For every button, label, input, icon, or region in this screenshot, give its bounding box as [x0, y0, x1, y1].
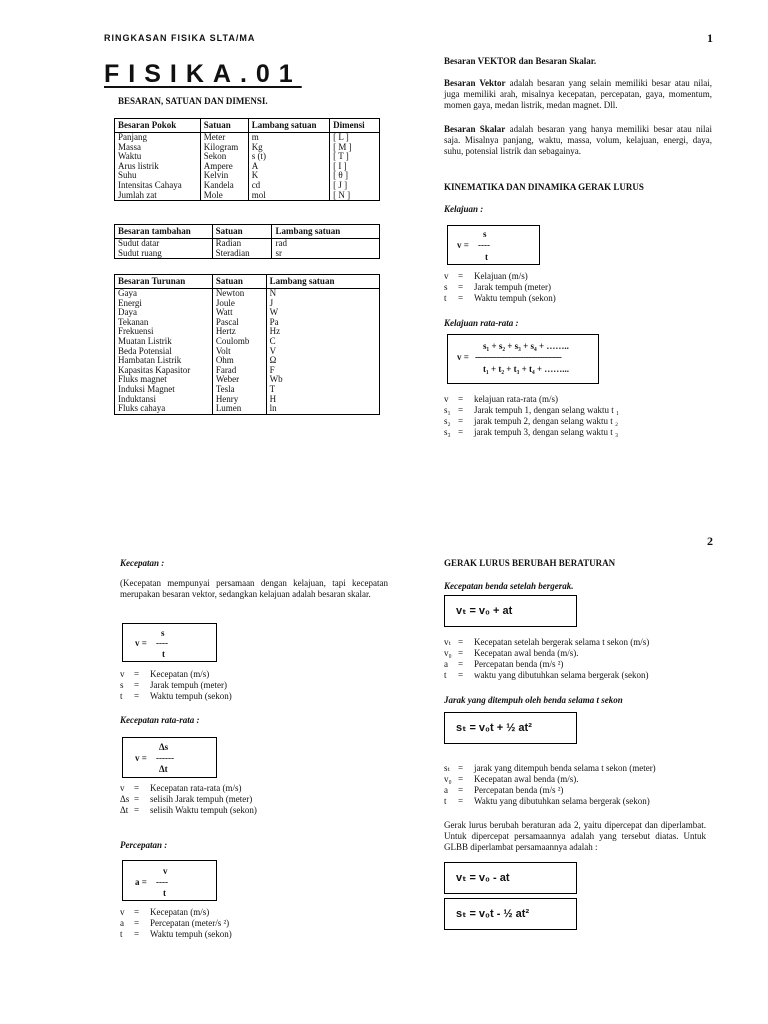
table-cell: [ I ]	[330, 162, 380, 172]
legend-symbol: t	[444, 670, 447, 680]
legend-description: Percepatan benda (m/s ²)	[474, 659, 564, 669]
legend-symbol: a	[120, 918, 124, 928]
table-cell: [ M ]	[330, 143, 380, 153]
table-cell: Joule	[212, 299, 266, 309]
table-cell: Kg	[248, 143, 329, 153]
table-cell: Intensitas Cahaya	[115, 181, 201, 191]
table-cell: [ J ]	[330, 181, 380, 191]
legend-row	[444, 670, 649, 681]
table-cell: [ N ]	[330, 191, 380, 201]
legend-description: Jarak tempuh 1, dengan selang waktu t ₁	[474, 405, 620, 415]
kelajuan-rata-formula-box	[447, 334, 599, 384]
formula-box-st-minus	[444, 898, 577, 930]
table-cell: m	[248, 133, 329, 143]
column-header: Lambang satuan	[266, 275, 379, 289]
table-cell: Kandela	[200, 181, 248, 191]
legend-row	[120, 794, 257, 805]
legend-symbol: s₃	[444, 427, 451, 437]
legend-row	[120, 805, 257, 816]
table-cell: Hertz	[212, 327, 266, 337]
table-cell: H	[266, 395, 379, 405]
legend-description: Waktu tempuh (sekon)	[474, 293, 556, 303]
legend-symbol: Δs	[120, 794, 130, 804]
formula-box-st-plus	[444, 712, 577, 744]
table-cell: Sekon	[200, 152, 248, 162]
legend-equals: =	[134, 669, 140, 679]
legend-description: Kecepatan (m/s)	[150, 669, 210, 679]
formula-vt-plus: vₜ = v₀ + at	[456, 605, 513, 617]
formula-vt-minus: vₜ = v₀ - at	[456, 872, 510, 884]
legend-symbol: t	[444, 796, 447, 806]
legend-row	[444, 427, 619, 438]
legend-symbol: Δt	[120, 805, 129, 815]
legend-equals: =	[458, 670, 464, 680]
table-cell: Kilogram	[200, 143, 248, 153]
table-cell: cd	[248, 181, 329, 191]
table-cell: Sudut datar	[115, 239, 213, 249]
legend-row	[444, 659, 649, 670]
legend-row	[120, 918, 232, 929]
table-cell: Hambatan Listrik	[115, 356, 213, 366]
glbb-text: Gerak lurus berubah beraturan ada 2, yaitu dipercepat dan diperlambat. Untuk dipercepat persamaannya adalah yang tersebut diatas. Untuk GLBB diperlambat persamaannya adalah :	[444, 820, 706, 852]
formula-st-minus: sₜ = v₀t - ½ at²	[456, 908, 530, 920]
table-cell: Watt	[212, 308, 266, 318]
legend-symbol: v₀	[444, 648, 452, 658]
table-cell: rad	[272, 239, 380, 249]
table-cell: Ohm	[212, 356, 266, 366]
column-header: Satuan	[212, 225, 272, 239]
legend-equals: =	[134, 783, 140, 793]
kecepatan-title: Kecepatan :	[120, 558, 165, 568]
legend-description: selisih Jarak tempuh (meter)	[150, 794, 253, 804]
legend-equals: =	[458, 405, 464, 415]
kinematika-heading: KINEMATIKA DAN DINAMIKA GERAK LURUS	[444, 182, 644, 192]
table-cell: Henry	[212, 395, 266, 405]
legend-equals: =	[458, 293, 464, 303]
legend-description: Percepatan (meter/s ²)	[150, 918, 230, 928]
glbb-heading: GERAK LURUS BERUBAH BERATURAN	[444, 558, 616, 568]
table-cell: Meter	[200, 133, 248, 143]
table-cell: W	[266, 308, 379, 318]
formula-denominator: t	[485, 252, 488, 262]
table-row	[115, 318, 380, 328]
kecepatan-rata-title: Kecepatan rata-rata :	[120, 715, 200, 725]
table-cell: Ω	[266, 356, 379, 366]
formula-numerator: s	[161, 628, 165, 638]
table-cell: Energi	[115, 299, 213, 309]
legend-row	[444, 774, 656, 785]
table-cell: Gaya	[115, 289, 213, 299]
legend-row	[444, 763, 656, 774]
legend-symbol: a	[444, 785, 448, 795]
legend-row	[120, 691, 232, 702]
vektor-skalar-heading: Besaran VEKTOR dan Besaran Skalar.	[444, 56, 597, 66]
table-cell: Mole	[200, 191, 248, 201]
legend-description: jarak tempuh 2, dengan selang waktu t ₂	[474, 416, 619, 426]
section-subtitle: BESARAN, SATUAN DAN DIMENSI.	[118, 96, 268, 106]
table-cell: N	[266, 289, 379, 299]
legend-description: jarak tempuh 3, dengan selang waktu t ₃	[474, 427, 619, 437]
table-cell: s (t)	[248, 152, 329, 162]
table-row	[115, 308, 380, 318]
legend-description: Kecepatan awal benda (m/s).	[474, 648, 579, 658]
legend-description: Kelajuan (m/s)	[474, 271, 528, 281]
kecepatan-setelah-title: Kecepatan benda setelah bergerak.	[444, 581, 574, 591]
table-cell: Steradian	[212, 249, 272, 259]
st-legend	[444, 763, 656, 807]
table-cell: Arus listrik	[115, 162, 201, 172]
legend-symbol: vₜ	[444, 637, 451, 647]
formula-numerator: s₁ + s₂ + s₃ + s₄ + ……..	[483, 341, 569, 351]
jarak-title: Jarak yang ditempuh oleh benda selama t sekon	[444, 695, 623, 705]
legend-row	[120, 929, 232, 940]
table-cell: mol	[248, 191, 329, 201]
table-cell: Tesla	[212, 385, 266, 395]
legend-symbol: s₂	[444, 416, 451, 426]
table-cell: J	[266, 299, 379, 309]
table-cell: Coulomb	[212, 337, 266, 347]
legend-symbol: t	[120, 691, 123, 701]
table-cell: Frekuensi	[115, 327, 213, 337]
column-header: Satuan	[212, 275, 266, 289]
legend-row	[444, 785, 656, 796]
table-cell: Kapasitas Kapasitor	[115, 366, 213, 376]
table-cell: Induksi Magnet	[115, 385, 213, 395]
table-cell: Newton	[212, 289, 266, 299]
formula-fraction-bar: ----	[156, 877, 168, 887]
table-cell: K	[248, 171, 329, 181]
formula-numerator: s	[483, 229, 487, 239]
legend-row	[444, 648, 649, 659]
legend-row	[120, 783, 257, 794]
vektor-text: adalah besaran yang selain memiliki besar atau nilai, juga memiliki arah, misalnya kecepatan, percepatan, gaya, momentum, momen gaya, medan listrik, medan magnet. Dll.	[444, 78, 713, 110]
formula-numerator: v	[163, 866, 168, 876]
column-header: Besaran Pokok	[115, 119, 201, 133]
formula-lhs: a =	[135, 877, 147, 887]
percepatan-formula-box	[122, 860, 217, 901]
formula-st-plus: sₜ = v₀t + ½ at²	[456, 722, 532, 734]
column-header: Dimensi	[330, 119, 380, 133]
legend-row	[444, 271, 556, 282]
legend-equals: =	[458, 774, 464, 784]
table-cell: Tekanan	[115, 318, 213, 328]
table-cell: [ L ]	[330, 133, 380, 143]
legend-symbol: s	[444, 282, 448, 292]
kelajuan-rata-title: Kelajuan rata-rata :	[444, 318, 519, 328]
formula-lhs: v =	[135, 638, 147, 648]
table-cell: Weber	[212, 375, 266, 385]
table-cell: Daya	[115, 308, 213, 318]
table-row	[115, 289, 380, 299]
legend-row	[444, 416, 619, 427]
formula-numerator: Δs	[159, 742, 169, 752]
legend-row	[444, 394, 619, 405]
legend-equals: =	[134, 794, 140, 804]
formula-denominator: t₁ + t₂ + t₃ + t₄ + ……...	[483, 364, 570, 374]
legend-symbol: v	[120, 907, 125, 917]
table-cell: Jumlah zat	[115, 191, 201, 201]
column-header: Besaran Turunan	[115, 275, 213, 289]
column-header: Satuan	[200, 119, 248, 133]
kelajuan-rata-legend	[444, 394, 619, 438]
running-header: RINGKASAN FISIKA SLTA/MA	[104, 33, 256, 43]
legend-description: Waktu tempuh (sekon)	[150, 691, 232, 701]
formula-lhs: v =	[135, 753, 147, 763]
legend-row	[120, 907, 232, 918]
legend-equals: =	[134, 680, 140, 690]
kecepatan-rata-legend	[120, 783, 257, 816]
column-header: Besaran tambahan	[115, 225, 213, 239]
table-cell: Lumen	[212, 404, 266, 414]
table-cell: C	[266, 337, 379, 347]
page-number-2: 2	[707, 534, 713, 548]
legend-equals: =	[458, 637, 464, 647]
kelajuan-title: Kelajuan :	[444, 204, 484, 214]
table-cell: Suhu	[115, 171, 201, 181]
legend-equals: =	[134, 929, 140, 939]
legend-equals: =	[134, 691, 140, 701]
percepatan-title: Percepatan :	[120, 840, 168, 850]
table-cell: Induktansi	[115, 395, 213, 405]
formula-fraction-bar: ------------------------------------	[475, 352, 562, 362]
table-cell: Ampere	[200, 162, 248, 172]
legend-symbol: v	[120, 783, 125, 793]
formula-denominator: t	[163, 888, 166, 898]
kecepatan-formula-box	[122, 623, 217, 662]
legend-equals: =	[458, 282, 464, 292]
column-header: Lambang satuan	[272, 225, 380, 239]
legend-equals: =	[458, 416, 464, 426]
legend-description: kelajuan rata-rata (m/s)	[474, 394, 558, 404]
table-cell: F	[266, 366, 379, 376]
table-cell: T	[266, 385, 379, 395]
table-cell: Sudut ruang	[115, 249, 213, 259]
formula-box-vt-plus	[444, 595, 577, 627]
table-cell: sr	[272, 249, 380, 259]
legend-symbol: t	[120, 929, 123, 939]
table-cell: Farad	[212, 366, 266, 376]
skalar-text: adalah besaran yang hanya memiliki besar atau nilai saja. Misalnya panjang, waktu, massa, volum, kelajuan, energi, daya, suhu, potensial listrik dan sebagainya.	[444, 124, 712, 156]
table-cell: Wb	[266, 375, 379, 385]
legend-equals: =	[134, 918, 140, 928]
formula-fraction-bar: ----	[156, 638, 168, 648]
table-cell: ln	[266, 404, 379, 414]
legend-description: Waktu tempuh (sekon)	[150, 929, 232, 939]
legend-description: Jarak tempuh (meter)	[150, 680, 227, 690]
kelajuan-formula-box	[447, 225, 540, 265]
legend-description: Percepatan benda (m/s ²)	[474, 785, 564, 795]
table-cell: Kelvin	[200, 171, 248, 181]
legend-symbol: v	[444, 271, 449, 281]
legend-description: selisih Waktu tempuh (sekon)	[150, 805, 257, 815]
legend-description: waktu yang dibutuhkan selama bergerak (sekon)	[474, 670, 649, 680]
legend-symbol: v	[444, 394, 449, 404]
legend-symbol: t	[444, 293, 447, 303]
vektor-term: Besaran Vektor	[444, 78, 506, 88]
skalar-definition	[444, 124, 712, 157]
legend-equals: =	[458, 659, 464, 669]
kecepatan-text: (Kecepatan mempunyai persamaan dengan kelajuan, tapi kecepatan merupakan besaran vektor, sedangkan kelajuan adalah besaran skalar.	[120, 578, 388, 599]
legend-equals: =	[458, 763, 464, 773]
table-row	[115, 299, 380, 309]
legend-equals: =	[458, 271, 464, 281]
table-cell: Muatan Listrik	[115, 337, 213, 347]
legend-description: Kecepatan rata-rata (m/s)	[150, 783, 242, 793]
page-title: FISIKA.01	[104, 60, 302, 88]
legend-row	[444, 293, 556, 304]
table-cell: A	[248, 162, 329, 172]
legend-equals: =	[134, 907, 140, 917]
legend-row	[444, 282, 556, 293]
kecepatan-legend	[120, 669, 232, 702]
table-cell: [ θ ]	[330, 171, 380, 181]
legend-description: Kecepatan setelah bergerak selama t sekon (m/s)	[474, 637, 650, 647]
table-cell: Waktu	[115, 152, 201, 162]
formula-lhs: v =	[457, 240, 469, 250]
percepatan-legend	[120, 907, 232, 940]
table-cell: Fluks cahaya	[115, 404, 213, 414]
skalar-term: Besaran Skalar	[444, 124, 506, 134]
table-cell: Hz	[266, 327, 379, 337]
legend-row	[120, 669, 232, 680]
legend-equals: =	[458, 427, 464, 437]
vektor-definition	[444, 78, 712, 111]
table-besaran-pokok	[114, 118, 380, 201]
page-number-1: 1	[707, 31, 713, 45]
legend-row	[444, 796, 656, 807]
column-header: Lambang satuan	[248, 119, 329, 133]
table-row	[115, 191, 380, 201]
table-cell: V	[266, 347, 379, 357]
legend-symbol: a	[444, 659, 448, 669]
formula-lhs: v =	[457, 352, 469, 362]
legend-symbol: s₁	[444, 405, 451, 415]
legend-equals: =	[458, 394, 464, 404]
table-cell: Pa	[266, 318, 379, 328]
legend-description: Jarak tempuh (meter)	[474, 282, 551, 292]
formula-box-vt-minus	[444, 862, 577, 894]
formula-denominator: Δt	[159, 764, 168, 774]
table-row	[115, 249, 380, 259]
legend-description: Kecepatan (m/s)	[150, 907, 210, 917]
table-besaran-tambahan	[114, 224, 380, 259]
table-cell: Panjang	[115, 133, 201, 143]
table-cell: Pascal	[212, 318, 266, 328]
legend-equals: =	[458, 796, 464, 806]
legend-description: Waktu yang dibutuhkan selama bergerak (sekon)	[474, 796, 650, 806]
legend-symbol: v₀	[444, 774, 452, 784]
legend-symbol: sₜ	[444, 763, 450, 773]
table-row	[115, 404, 380, 414]
table-cell: Radian	[212, 239, 272, 249]
vt-legend	[444, 637, 649, 681]
legend-row	[120, 680, 232, 691]
legend-description: jarak yang ditempuh benda selama t sekon (meter)	[474, 763, 656, 773]
legend-row	[444, 405, 619, 416]
legend-symbol: v	[120, 669, 125, 679]
table-besaran-turunan	[114, 274, 380, 415]
table-cell: Massa	[115, 143, 201, 153]
formula-fraction-bar: ------	[156, 753, 174, 763]
table-cell: [ T ]	[330, 152, 380, 162]
kelajuan-legend	[444, 271, 556, 304]
legend-equals: =	[458, 785, 464, 795]
formula-denominator: t	[162, 649, 165, 659]
legend-row	[444, 637, 649, 648]
legend-symbol: s	[120, 680, 124, 690]
legend-equals: =	[458, 648, 464, 658]
table-cell: Volt	[212, 347, 266, 357]
legend-equals: =	[134, 805, 140, 815]
formula-fraction-bar: ----	[478, 240, 490, 250]
table-cell: Beda Potensial	[115, 347, 213, 357]
table-cell: Fluks magnet	[115, 375, 213, 385]
legend-description: Kecepatan awal benda (m/s).	[474, 774, 579, 784]
kecepatan-rata-formula-box	[122, 737, 217, 778]
